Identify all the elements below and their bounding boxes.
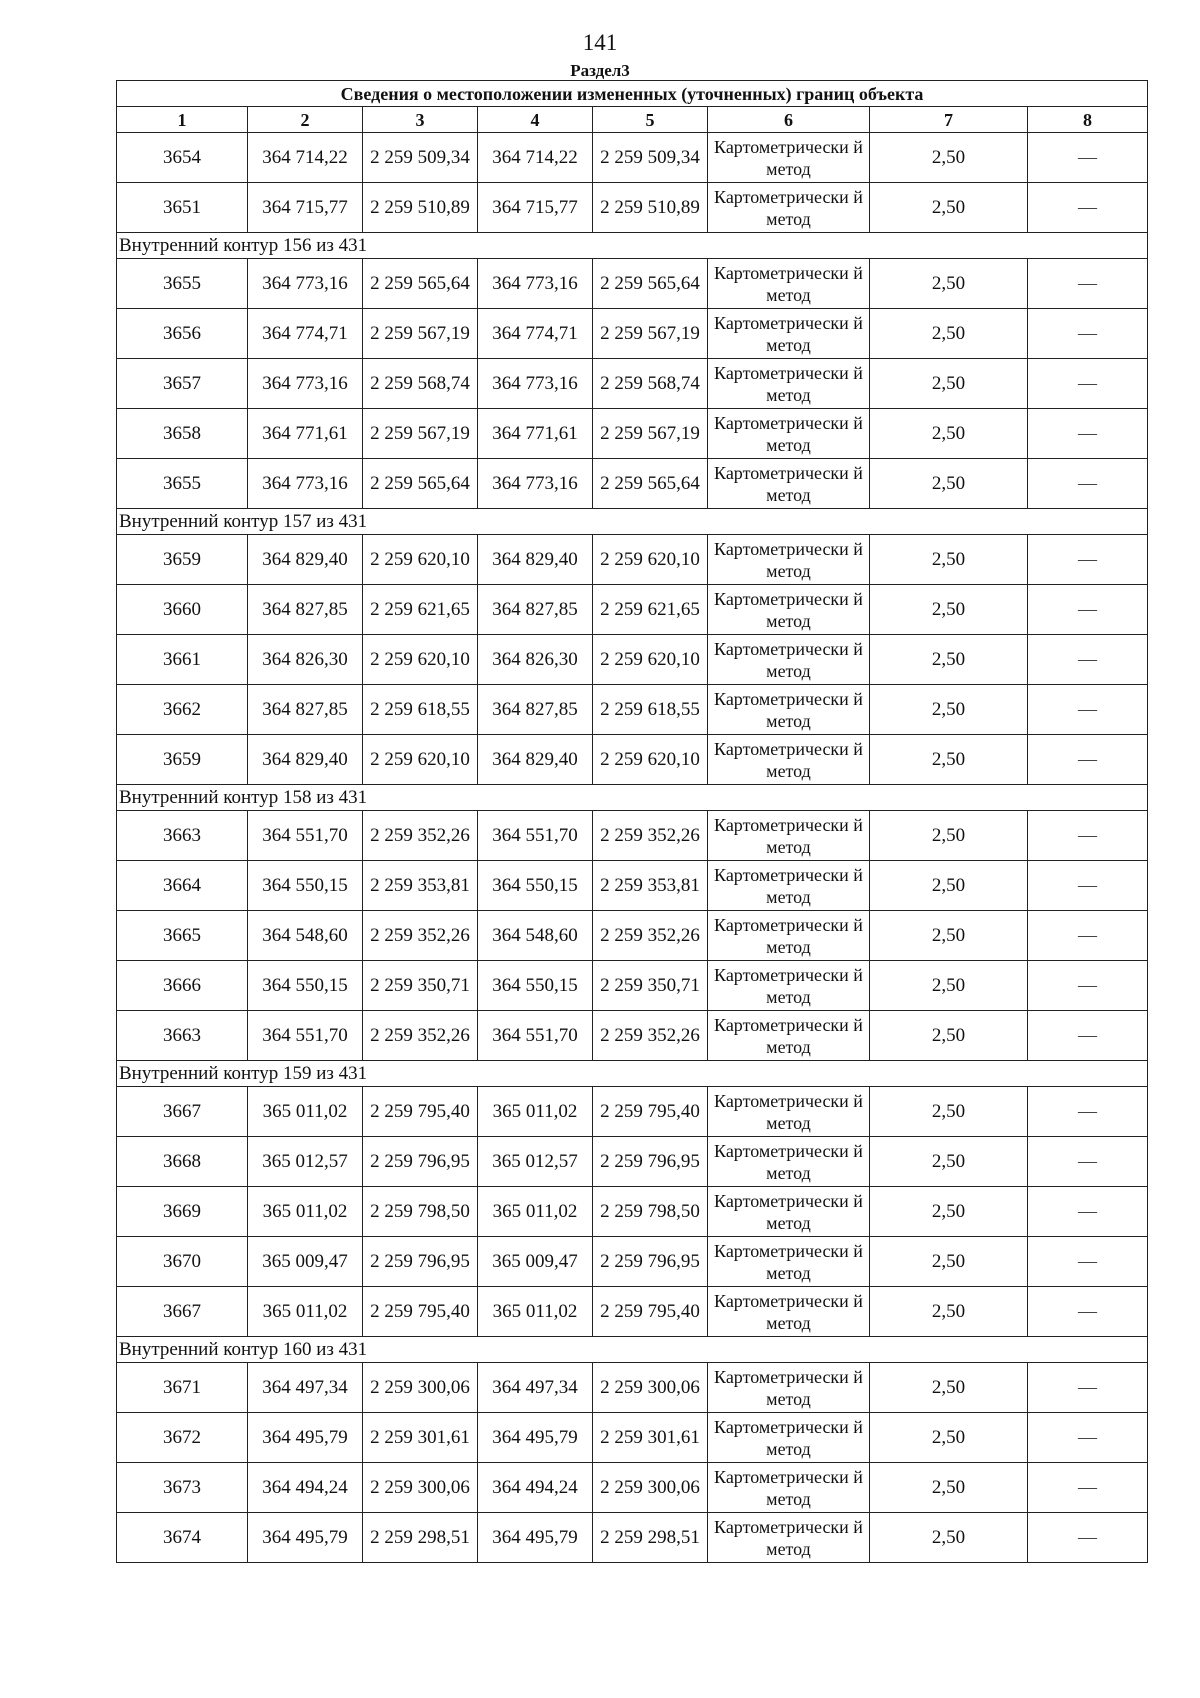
description-cell: — xyxy=(1028,359,1148,409)
contour-label: Внутренний контур 158 из 431 xyxy=(117,785,1148,811)
x-existing-cell: 364 551,70 xyxy=(248,811,363,861)
x-existing-cell: 364 829,40 xyxy=(248,735,363,785)
table-row xyxy=(117,309,1148,359)
header-row xyxy=(117,107,1148,133)
y-new-cell: 2 259 620,10 xyxy=(593,535,708,585)
accuracy-cell: 2,50 xyxy=(870,1287,1028,1337)
column-header-3: 3 xyxy=(363,107,478,133)
point-number-cell: 3655 xyxy=(117,459,248,509)
method-cell: Картометрически й метод xyxy=(708,1011,870,1061)
description-cell: — xyxy=(1028,961,1148,1011)
accuracy-cell: 2,50 xyxy=(870,535,1028,585)
x-existing-cell: 365 009,47 xyxy=(248,1237,363,1287)
x-new-cell: 364 774,71 xyxy=(478,309,593,359)
contour-label: Внутренний контур 160 из 431 xyxy=(117,1337,1148,1363)
description-cell: — xyxy=(1028,1011,1148,1061)
table-row xyxy=(117,1011,1148,1061)
accuracy-cell: 2,50 xyxy=(870,811,1028,861)
x-new-cell: 364 827,85 xyxy=(478,585,593,635)
x-new-cell: 364 551,70 xyxy=(478,1011,593,1061)
point-number-cell: 3661 xyxy=(117,635,248,685)
table-row xyxy=(117,183,1148,233)
point-number-cell: 3663 xyxy=(117,1011,248,1061)
accuracy-cell: 2,50 xyxy=(870,1137,1028,1187)
x-existing-cell: 364 495,79 xyxy=(248,1513,363,1563)
contour-label: Внутренний контур 159 из 431 xyxy=(117,1061,1148,1087)
column-header-8: 8 xyxy=(1028,107,1148,133)
x-existing-cell: 364 774,71 xyxy=(248,309,363,359)
y-new-cell: 2 259 795,40 xyxy=(593,1087,708,1137)
x-existing-cell: 365 011,02 xyxy=(248,1087,363,1137)
description-cell: — xyxy=(1028,1463,1148,1513)
y-new-cell: 2 259 567,19 xyxy=(593,309,708,359)
description-cell: — xyxy=(1028,861,1148,911)
y-new-cell: 2 259 352,26 xyxy=(593,911,708,961)
table-row xyxy=(117,1413,1148,1463)
method-cell: Картометрически й метод xyxy=(708,359,870,409)
table-row xyxy=(117,1237,1148,1287)
y-existing-cell: 2 259 567,19 xyxy=(363,309,478,359)
y-new-cell: 2 259 618,55 xyxy=(593,685,708,735)
accuracy-cell: 2,50 xyxy=(870,635,1028,685)
y-new-cell: 2 259 795,40 xyxy=(593,1287,708,1337)
x-new-cell: 364 495,79 xyxy=(478,1513,593,1563)
point-number-cell: 3671 xyxy=(117,1363,248,1413)
description-cell: — xyxy=(1028,535,1148,585)
description-cell: — xyxy=(1028,1363,1148,1413)
accuracy-cell: 2,50 xyxy=(870,133,1028,183)
table-row xyxy=(117,585,1148,635)
method-cell: Картометрически й метод xyxy=(708,535,870,585)
x-new-cell: 364 550,15 xyxy=(478,961,593,1011)
method-cell: Картометрически й метод xyxy=(708,811,870,861)
x-new-cell: 364 550,15 xyxy=(478,861,593,911)
method-cell: Картометрически й метод xyxy=(708,1363,870,1413)
column-header-7: 7 xyxy=(870,107,1028,133)
description-cell: — xyxy=(1028,585,1148,635)
method-cell: Картометрически й метод xyxy=(708,133,870,183)
method-cell: Картометрически й метод xyxy=(708,1137,870,1187)
y-existing-cell: 2 259 795,40 xyxy=(363,1287,478,1337)
y-existing-cell: 2 259 798,50 xyxy=(363,1187,478,1237)
point-number-cell: 3663 xyxy=(117,811,248,861)
x-new-cell: 365 012,57 xyxy=(478,1137,593,1187)
point-number-cell: 3668 xyxy=(117,1137,248,1187)
table-title: Сведения о местоположении измененных (уточненных) границ объекта xyxy=(117,81,1148,107)
contour-heading-row xyxy=(117,509,1148,535)
y-new-cell: 2 259 353,81 xyxy=(593,861,708,911)
table-row xyxy=(117,133,1148,183)
x-existing-cell: 365 012,57 xyxy=(248,1137,363,1187)
y-existing-cell: 2 259 352,26 xyxy=(363,811,478,861)
x-existing-cell: 364 773,16 xyxy=(248,259,363,309)
point-number-cell: 3662 xyxy=(117,685,248,735)
method-cell: Картометрически й метод xyxy=(708,459,870,509)
point-number-cell: 3672 xyxy=(117,1413,248,1463)
x-new-cell: 364 551,70 xyxy=(478,811,593,861)
accuracy-cell: 2,50 xyxy=(870,1413,1028,1463)
column-header-5: 5 xyxy=(593,107,708,133)
y-existing-cell: 2 259 565,64 xyxy=(363,259,478,309)
y-new-cell: 2 259 352,26 xyxy=(593,1011,708,1061)
y-existing-cell: 2 259 301,61 xyxy=(363,1413,478,1463)
point-number-cell: 3667 xyxy=(117,1287,248,1337)
point-number-cell: 3664 xyxy=(117,861,248,911)
x-new-cell: 364 715,77 xyxy=(478,183,593,233)
y-existing-cell: 2 259 796,95 xyxy=(363,1237,478,1287)
x-new-cell: 364 829,40 xyxy=(478,535,593,585)
x-new-cell: 365 011,02 xyxy=(478,1187,593,1237)
description-cell: — xyxy=(1028,911,1148,961)
y-new-cell: 2 259 620,10 xyxy=(593,735,708,785)
point-number-cell: 3655 xyxy=(117,259,248,309)
description-cell: — xyxy=(1028,133,1148,183)
method-cell: Картометрически й метод xyxy=(708,961,870,1011)
table-row xyxy=(117,259,1148,309)
y-existing-cell: 2 259 352,26 xyxy=(363,911,478,961)
point-number-cell: 3673 xyxy=(117,1463,248,1513)
method-cell: Картометрически й метод xyxy=(708,1187,870,1237)
point-number-cell: 3660 xyxy=(117,585,248,635)
x-new-cell: 364 495,79 xyxy=(478,1413,593,1463)
x-new-cell: 364 829,40 xyxy=(478,735,593,785)
point-number-cell: 3669 xyxy=(117,1187,248,1237)
table-row xyxy=(117,409,1148,459)
description-cell: — xyxy=(1028,635,1148,685)
x-existing-cell: 364 715,77 xyxy=(248,183,363,233)
description-cell: — xyxy=(1028,1087,1148,1137)
description-cell: — xyxy=(1028,1237,1148,1287)
y-new-cell: 2 259 621,65 xyxy=(593,585,708,635)
method-cell: Картометрически й метод xyxy=(708,1087,870,1137)
y-existing-cell: 2 259 620,10 xyxy=(363,735,478,785)
method-cell: Картометрически й метод xyxy=(708,1513,870,1563)
point-number-cell: 3665 xyxy=(117,911,248,961)
section-label: Раздел3 xyxy=(570,61,630,80)
point-number-cell: 3670 xyxy=(117,1237,248,1287)
x-existing-cell: 364 714,22 xyxy=(248,133,363,183)
point-number-cell: 3651 xyxy=(117,183,248,233)
y-new-cell: 2 259 301,61 xyxy=(593,1413,708,1463)
y-existing-cell: 2 259 300,06 xyxy=(363,1463,478,1513)
x-new-cell: 364 771,61 xyxy=(478,409,593,459)
x-existing-cell: 364 773,16 xyxy=(248,359,363,409)
y-new-cell: 2 259 565,64 xyxy=(593,259,708,309)
accuracy-cell: 2,50 xyxy=(870,1237,1028,1287)
y-new-cell: 2 259 568,74 xyxy=(593,359,708,409)
description-cell: — xyxy=(1028,811,1148,861)
contour-heading-row xyxy=(117,233,1148,259)
y-existing-cell: 2 259 565,64 xyxy=(363,459,478,509)
y-new-cell: 2 259 567,19 xyxy=(593,409,708,459)
x-existing-cell: 364 829,40 xyxy=(248,535,363,585)
accuracy-cell: 2,50 xyxy=(870,685,1028,735)
x-new-cell: 364 548,60 xyxy=(478,911,593,961)
y-existing-cell: 2 259 618,55 xyxy=(363,685,478,735)
table-row xyxy=(117,1363,1148,1413)
point-number-cell: 3659 xyxy=(117,535,248,585)
y-existing-cell: 2 259 567,19 xyxy=(363,409,478,459)
y-existing-cell: 2 259 350,71 xyxy=(363,961,478,1011)
description-cell: — xyxy=(1028,735,1148,785)
x-existing-cell: 364 550,15 xyxy=(248,961,363,1011)
y-new-cell: 2 259 796,95 xyxy=(593,1237,708,1287)
method-cell: Картометрически й метод xyxy=(708,1237,870,1287)
accuracy-cell: 2,50 xyxy=(870,183,1028,233)
point-number-cell: 3667 xyxy=(117,1087,248,1137)
boundary-coordinates-table xyxy=(116,80,1148,1563)
method-cell: Картометрически й метод xyxy=(708,585,870,635)
y-existing-cell: 2 259 510,89 xyxy=(363,183,478,233)
y-existing-cell: 2 259 620,10 xyxy=(363,635,478,685)
y-new-cell: 2 259 300,06 xyxy=(593,1363,708,1413)
y-existing-cell: 2 259 353,81 xyxy=(363,861,478,911)
x-existing-cell: 364 826,30 xyxy=(248,635,363,685)
y-new-cell: 2 259 798,50 xyxy=(593,1187,708,1237)
table-row xyxy=(117,811,1148,861)
method-cell: Картометрически й метод xyxy=(708,685,870,735)
x-new-cell: 365 011,02 xyxy=(478,1287,593,1337)
method-cell: Картометрически й метод xyxy=(708,735,870,785)
y-existing-cell: 2 259 352,26 xyxy=(363,1011,478,1061)
point-number-cell: 3674 xyxy=(117,1513,248,1563)
point-number-cell: 3656 xyxy=(117,309,248,359)
table-row xyxy=(117,535,1148,585)
y-new-cell: 2 259 796,95 xyxy=(593,1137,708,1187)
accuracy-cell: 2,50 xyxy=(870,861,1028,911)
accuracy-cell: 2,50 xyxy=(870,1363,1028,1413)
table-row xyxy=(117,1187,1148,1237)
method-cell: Картометрически й метод xyxy=(708,1413,870,1463)
x-new-cell: 364 826,30 xyxy=(478,635,593,685)
x-existing-cell: 364 551,70 xyxy=(248,1011,363,1061)
y-existing-cell: 2 259 298,51 xyxy=(363,1513,478,1563)
point-number-cell: 3658 xyxy=(117,409,248,459)
accuracy-cell: 2,50 xyxy=(870,309,1028,359)
x-existing-cell: 364 548,60 xyxy=(248,911,363,961)
x-new-cell: 364 773,16 xyxy=(478,459,593,509)
contour-label: Внутренний контур 156 из 431 xyxy=(117,233,1148,259)
y-new-cell: 2 259 565,64 xyxy=(593,459,708,509)
x-new-cell: 364 494,24 xyxy=(478,1463,593,1513)
y-new-cell: 2 259 620,10 xyxy=(593,635,708,685)
accuracy-cell: 2,50 xyxy=(870,1513,1028,1563)
point-number-cell: 3666 xyxy=(117,961,248,1011)
y-existing-cell: 2 259 796,95 xyxy=(363,1137,478,1187)
method-cell: Картометрически й метод xyxy=(708,1287,870,1337)
y-existing-cell: 2 259 509,34 xyxy=(363,133,478,183)
column-header-2: 2 xyxy=(248,107,363,133)
method-cell: Картометрически й метод xyxy=(708,409,870,459)
x-existing-cell: 364 773,16 xyxy=(248,459,363,509)
description-cell: — xyxy=(1028,459,1148,509)
y-existing-cell: 2 259 300,06 xyxy=(363,1363,478,1413)
table-row xyxy=(117,1513,1148,1563)
description-cell: — xyxy=(1028,685,1148,735)
accuracy-cell: 2,50 xyxy=(870,409,1028,459)
x-new-cell: 365 011,02 xyxy=(478,1087,593,1137)
x-new-cell: 365 009,47 xyxy=(478,1237,593,1287)
contour-heading-row xyxy=(117,1061,1148,1087)
column-header-4: 4 xyxy=(478,107,593,133)
description-cell: — xyxy=(1028,183,1148,233)
x-existing-cell: 364 497,34 xyxy=(248,1363,363,1413)
table-row xyxy=(117,735,1148,785)
accuracy-cell: 2,50 xyxy=(870,459,1028,509)
y-new-cell: 2 259 298,51 xyxy=(593,1513,708,1563)
x-new-cell: 364 827,85 xyxy=(478,685,593,735)
accuracy-cell: 2,50 xyxy=(870,259,1028,309)
table-row xyxy=(117,961,1148,1011)
description-cell: — xyxy=(1028,259,1148,309)
x-existing-cell: 364 495,79 xyxy=(248,1413,363,1463)
description-cell: — xyxy=(1028,1287,1148,1337)
point-number-cell: 3657 xyxy=(117,359,248,409)
contour-label: Внутренний контур 157 из 431 xyxy=(117,509,1148,535)
method-cell: Картометрически й метод xyxy=(708,635,870,685)
y-new-cell: 2 259 300,06 xyxy=(593,1463,708,1513)
x-new-cell: 364 714,22 xyxy=(478,133,593,183)
description-cell: — xyxy=(1028,1513,1148,1563)
method-cell: Картометрически й метод xyxy=(708,911,870,961)
x-existing-cell: 364 827,85 xyxy=(248,585,363,635)
method-cell: Картометрически й метод xyxy=(708,183,870,233)
table-row xyxy=(117,459,1148,509)
accuracy-cell: 2,50 xyxy=(870,1011,1028,1061)
column-header-1: 1 xyxy=(117,107,248,133)
table-row xyxy=(117,685,1148,735)
contour-heading-row xyxy=(117,1337,1148,1363)
x-new-cell: 364 773,16 xyxy=(478,259,593,309)
x-new-cell: 364 773,16 xyxy=(478,359,593,409)
point-number-cell: 3659 xyxy=(117,735,248,785)
x-existing-cell: 364 827,85 xyxy=(248,685,363,735)
accuracy-cell: 2,50 xyxy=(870,735,1028,785)
description-cell: — xyxy=(1028,1413,1148,1463)
method-cell: Картометрически й метод xyxy=(708,259,870,309)
table-row xyxy=(117,1087,1148,1137)
x-existing-cell: 365 011,02 xyxy=(248,1287,363,1337)
description-cell: — xyxy=(1028,1137,1148,1187)
method-cell: Картометрически й метод xyxy=(708,309,870,359)
description-cell: — xyxy=(1028,409,1148,459)
accuracy-cell: 2,50 xyxy=(870,1187,1028,1237)
x-new-cell: 364 497,34 xyxy=(478,1363,593,1413)
x-existing-cell: 365 011,02 xyxy=(248,1187,363,1237)
accuracy-cell: 2,50 xyxy=(870,585,1028,635)
accuracy-cell: 2,50 xyxy=(870,911,1028,961)
accuracy-cell: 2,50 xyxy=(870,1087,1028,1137)
x-existing-cell: 364 494,24 xyxy=(248,1463,363,1513)
y-existing-cell: 2 259 621,65 xyxy=(363,585,478,635)
description-cell: — xyxy=(1028,1187,1148,1237)
y-new-cell: 2 259 510,89 xyxy=(593,183,708,233)
column-header-6: 6 xyxy=(708,107,870,133)
table-row xyxy=(117,359,1148,409)
contour-heading-row xyxy=(117,785,1148,811)
y-new-cell: 2 259 509,34 xyxy=(593,133,708,183)
y-new-cell: 2 259 352,26 xyxy=(593,811,708,861)
description-cell: — xyxy=(1028,309,1148,359)
y-existing-cell: 2 259 795,40 xyxy=(363,1087,478,1137)
accuracy-cell: 2,50 xyxy=(870,1463,1028,1513)
method-cell: Картометрически й метод xyxy=(708,1463,870,1513)
x-existing-cell: 364 771,61 xyxy=(248,409,363,459)
y-new-cell: 2 259 350,71 xyxy=(593,961,708,1011)
y-existing-cell: 2 259 620,10 xyxy=(363,535,478,585)
accuracy-cell: 2,50 xyxy=(870,961,1028,1011)
table-row xyxy=(117,911,1148,961)
x-existing-cell: 364 550,15 xyxy=(248,861,363,911)
method-cell: Картометрически й метод xyxy=(708,861,870,911)
page-number: 141 xyxy=(582,30,618,55)
table-row xyxy=(117,1463,1148,1513)
table-row xyxy=(117,861,1148,911)
accuracy-cell: 2,50 xyxy=(870,359,1028,409)
table-row xyxy=(117,635,1148,685)
y-existing-cell: 2 259 568,74 xyxy=(363,359,478,409)
table-row xyxy=(117,1287,1148,1337)
table-row xyxy=(117,1137,1148,1187)
point-number-cell: 3654 xyxy=(117,133,248,183)
